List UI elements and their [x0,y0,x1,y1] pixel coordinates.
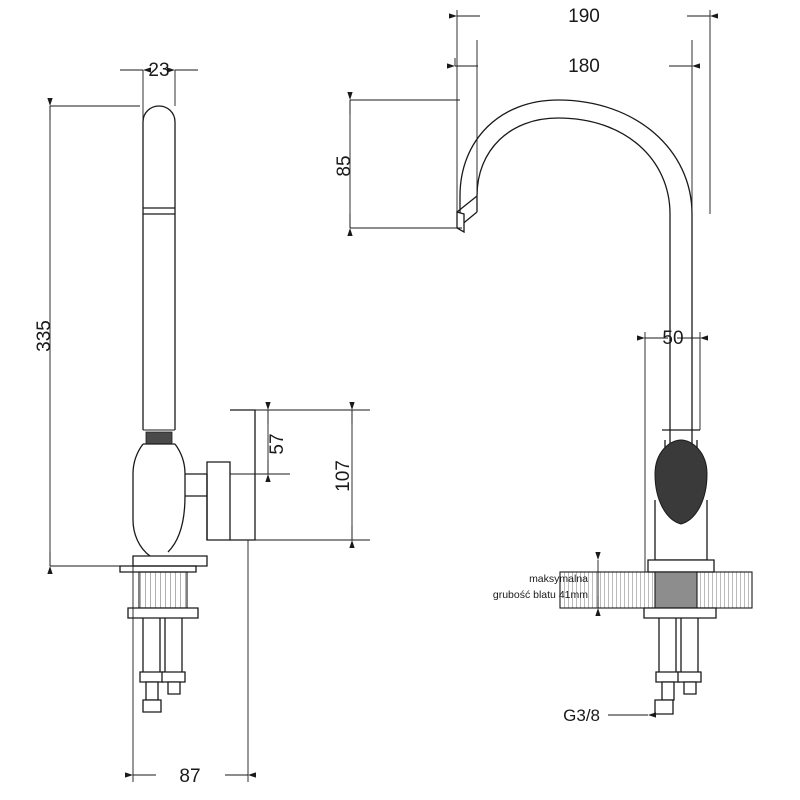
dim-spout-offset: 23 [148,60,170,81]
dim-reach-inner: 180 [568,56,600,77]
thread-label: G3/8 [563,706,600,725]
dim-spout-height: 85 [334,155,355,177]
dim-reach-outer: 190 [568,6,600,27]
dim-base-depth: 87 [179,766,201,787]
counter-note-line1: maksymalna [529,573,588,585]
dim-handle-offset: 57 [267,433,288,455]
dim-swivel-height: 50 [662,328,684,349]
counter-note-line2: grubość blatu 41mm [492,589,588,601]
front-view-dimensions [50,70,370,782]
dim-total-height: 335 [34,320,55,352]
front-view-geometry [120,106,255,712]
dim-body-height: 107 [333,460,354,492]
side-view-geometry [457,100,752,714]
